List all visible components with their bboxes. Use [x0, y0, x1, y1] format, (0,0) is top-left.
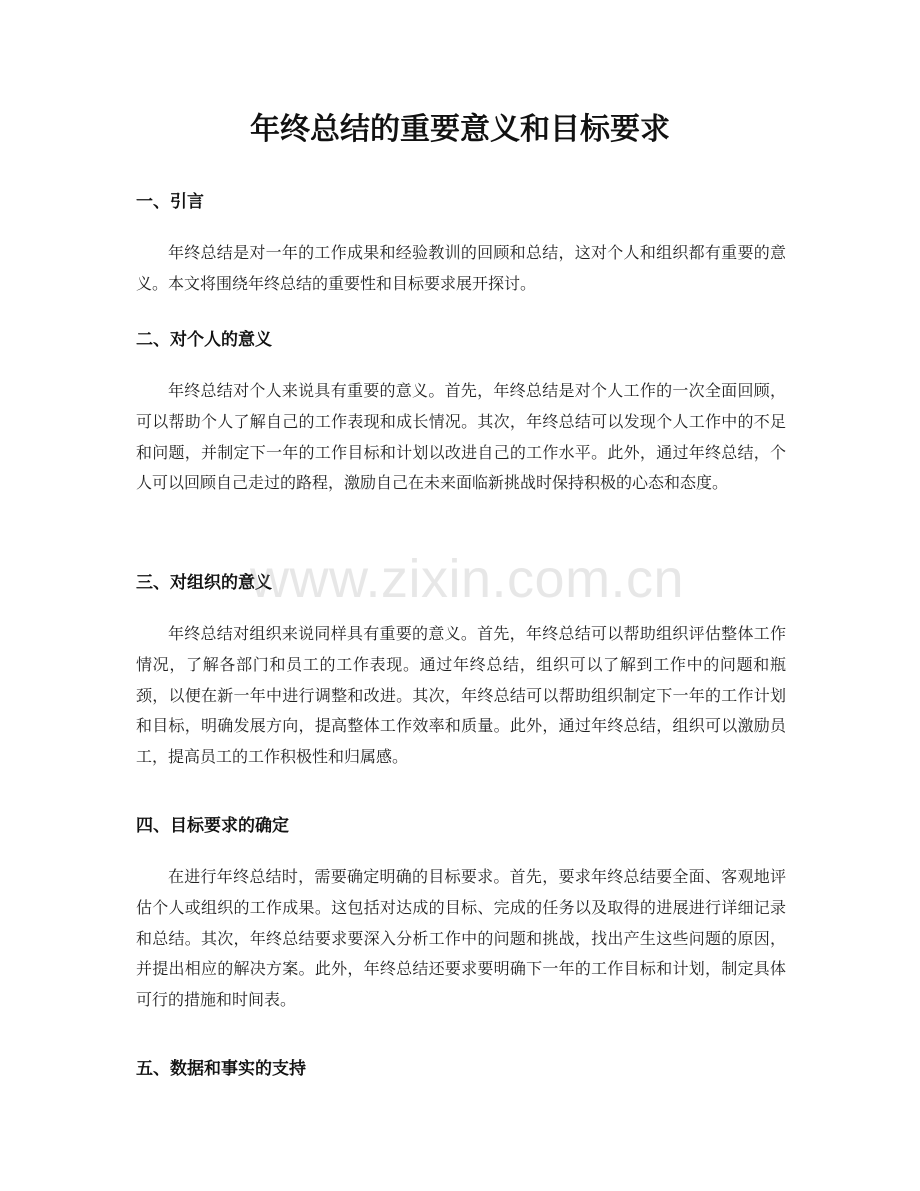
- section-paragraph: 年终总结对个人来说具有重要的意义。首先，年终总结是对个人工作的一次全面回顾，可以帮助个人了解自己的工作表现和成长情况。其次，年终总结可以发现个人工作中的不足和问题，并制定下一年的工作目标和计划以改进自己的工作水平。此外，通过年终总结，个人可以回顾自己走过的路程，激励自己在未来面临新挑战时保持积极的心态和态度。: [136, 381, 786, 493]
- section-heading: 四、目标要求的确定: [136, 816, 289, 836]
- watermark-text: www.zixin.com.cn: [250, 549, 685, 609]
- section-heading: 五、数据和事实的支持: [136, 1059, 306, 1079]
- section-paragraph: 在进行年终总结时，需要确定明确的目标要求。首先，要求年终总结要全面、客观地评估个人或组织的工作成果。这包括对达成的目标、完成的任务以及取得的进展进行详细记录和总结。其次，年终总结要求要深入分析工作中的问题和挑战，找出产生这些问题的原因，并提出相应的解决方案。此外，年终总结还要求要明确下一年的工作目标和计划，制定具体可行的措施和时间表。: [136, 867, 786, 1010]
- section-data-and-facts: [136, 1057, 786, 1081]
- section-heading: 一、引言: [136, 192, 204, 212]
- section-goal-requirements: [136, 814, 786, 1016]
- section-organization-significance: [136, 571, 786, 773]
- section-paragraph: 年终总结是对一年的工作成果和经验教训的回顾和总结，这对个人和组织都有重要的意义。本文将围绕年终总结的重要性和目标要求展开探讨。: [136, 243, 786, 293]
- section-paragraph: 年终总结对组织来说同样具有重要的意义。首先，年终总结可以帮助组织评估整体工作情况，了解各部门和员工的工作表现。通过年终总结，组织可以了解到工作中的问题和瓶颈，以便在新一年中进行调整和改进。其次，年终总结可以帮助组织制定下一年的工作计划和目标，明确发展方向，提高整体工作效率和质量。此外，通过年终总结，组织可以激励员工，提高员工的工作积极性和归属感。: [136, 624, 786, 767]
- section-heading: 三、对组织的意义: [136, 573, 272, 593]
- page-title: 年终总结的重要意义和目标要求: [250, 112, 670, 147]
- section-heading: 二、对个人的意义: [136, 330, 272, 350]
- section-personal-significance: [136, 328, 786, 499]
- section-introduction: [136, 190, 786, 300]
